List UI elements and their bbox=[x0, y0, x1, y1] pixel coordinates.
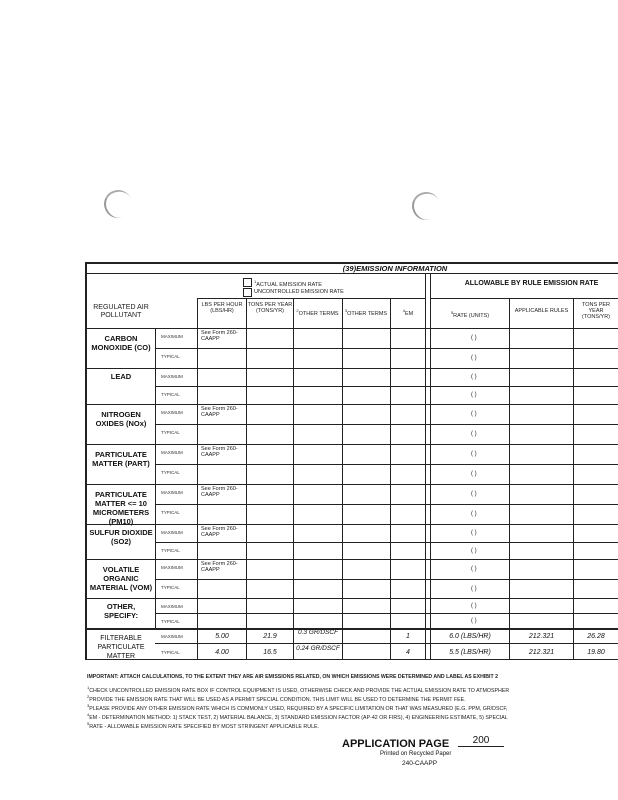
rate-units-parens: ( ) bbox=[471, 603, 477, 609]
footnote-1: $^1$CHECK UNCONTROLLED EMISSION RATE BOX IF CONTROL EQUIPMENT IS USED, OTHERWISE CHECK AND PROVIDE THE ACTUAL EMISSION RATE TO ATMOSPHER bbox=[87, 685, 510, 694]
pollutant-name: OTHER, SPECIFY: bbox=[103, 602, 139, 620]
header-other-terms-2: $^3$OTHER TERMS bbox=[344, 308, 388, 317]
section-title: (39)EMISSION INFORMATION bbox=[342, 264, 448, 273]
rate-units-parens: ( ) bbox=[471, 392, 477, 398]
typical-label: TYPICAL bbox=[161, 619, 180, 624]
pollutant-name: PARTICULATE MATTER <= 10 MICROMETERS (PM10) bbox=[92, 490, 150, 526]
maximum-label: MAXIMUM bbox=[161, 604, 183, 609]
rate-units-parens: ( ) bbox=[471, 566, 477, 572]
filled-max-rate: 6.0 (LBS/HR) bbox=[449, 633, 491, 640]
maximum-label: MAXIMUM bbox=[161, 565, 183, 570]
footnote-4: $^4$EM - DETERMINATION METHOD: 1) STACK TEST, 2) MATERIAL BALANCE, 3) STANDARD EMISSION FACTOR (AP-42 OR FIRS), 4) ENGINEERING ESTIMATE, 5) SPECIAL bbox=[87, 712, 508, 721]
maximum-label: MAXIMUM bbox=[161, 530, 183, 535]
filled-max-rules: 212.321 bbox=[528, 633, 555, 640]
see-form-note: See Form 260-CAAPP bbox=[201, 486, 238, 498]
maximum-label: MAXIMUM bbox=[161, 410, 183, 415]
header-other-terms-1: $^2$OTHER TERMS bbox=[296, 308, 339, 317]
filled-row-max-label: MAXIMUM bbox=[161, 634, 183, 639]
maximum-label: MAXIMUM bbox=[161, 334, 183, 339]
maximum-label: MAXIMUM bbox=[161, 490, 183, 495]
important-note: IMPORTANT: ATTACH CALCULATIONS, TO THE EXTENT THEY ARE AIR EMISSIONS RELATED, ON WHICH EMISSIONS WERE DETERMINED AND LABEL AS EXHIBIT 2 bbox=[87, 674, 498, 680]
typical-label: TYPICAL bbox=[161, 430, 180, 435]
header-tons-per-year: TONS PER YEAR (TONS/YR) bbox=[247, 302, 293, 314]
see-form-note: See Form 260-CAAPP bbox=[201, 561, 238, 573]
filled-typ-other: 0.24 GR/DSCF bbox=[296, 645, 340, 652]
filled-typ-lbs-hr: 4.00 bbox=[215, 649, 229, 656]
header-allowable-tons-per-year: TONS PER YEAR (TONS/YR) bbox=[581, 302, 610, 320]
typical-label: TYPICAL bbox=[161, 470, 180, 475]
see-form-note: See Form 260-CAAPP bbox=[201, 526, 238, 538]
filterable-pm-label: FILTERABLE PARTICULATE MATTER bbox=[97, 635, 145, 660]
rate-units-parens: ( ) bbox=[471, 491, 477, 497]
filled-max-em: 1 bbox=[406, 633, 410, 640]
header-pollutant: REGULATED AIR POLLUTANT bbox=[93, 304, 149, 319]
filled-max-tons: 26.28 bbox=[587, 633, 605, 640]
maximum-label: MAXIMUM bbox=[161, 374, 183, 379]
filled-row-typ-label: TYPICAL bbox=[161, 650, 180, 655]
rate-units-parens: ( ) bbox=[471, 411, 477, 417]
maximum-label: MAXIMUM bbox=[161, 450, 183, 455]
footnote-2: $^2$PROVIDE THE EMISSION RATE THAT WILL BE USED AS A PERMIT SPECIAL CONDITION. THIS LIMIT WILL BE USED TO DETERMINE THE PERMIT FEE. bbox=[87, 694, 466, 703]
header-rate-units: $^5$RATE (UNITS) bbox=[450, 310, 490, 319]
form-number: 240-CAAPP bbox=[402, 760, 438, 767]
filled-typ-em: 4 bbox=[406, 649, 410, 656]
rate-units-parens: ( ) bbox=[471, 374, 477, 380]
filled-typ-tons-yr: 16.5 bbox=[263, 649, 277, 656]
punch-hole-left bbox=[100, 186, 136, 222]
header-applicable-rules: APPLICABLE RULES bbox=[514, 308, 569, 314]
typical-label: TYPICAL bbox=[161, 548, 180, 553]
printed-on-recycled-paper: Printed on Recycled Paper bbox=[380, 751, 452, 757]
filled-max-tons-yr: 21.9 bbox=[263, 633, 277, 640]
see-form-note: See Form 260-CAAPP bbox=[201, 446, 238, 458]
rate-units-parens: ( ) bbox=[471, 431, 477, 437]
header-em: $^4$EM bbox=[402, 308, 414, 317]
allowable-title: ALLOWABLE BY RULE EMISSION RATE bbox=[464, 280, 599, 287]
rate-units-parens: ( ) bbox=[471, 511, 477, 517]
see-form-note: See Form 260-CAAPP bbox=[201, 406, 238, 418]
application-page-label: APPLICATION PAGE bbox=[342, 738, 450, 750]
rate-units-parens: ( ) bbox=[471, 530, 477, 536]
typical-label: TYPICAL bbox=[161, 585, 180, 590]
pollutant-name: NITROGEN OXIDES (NOx) bbox=[95, 410, 147, 428]
rate-units-parens: ( ) bbox=[471, 471, 477, 477]
emission-information-table bbox=[85, 262, 618, 660]
rate-units-parens: ( ) bbox=[471, 548, 477, 554]
footnote-3: $^3$PLEASE PROVIDE ANY OTHER EMISSION RATE WHICH IS COMMONLY USED, REQUIRED BY A SPECIFIC LIMITATION OR THAT WAS MEASURED (E.G. PPM, GR/DSCF, bbox=[87, 703, 508, 712]
pollutant-name: LEAD bbox=[110, 372, 132, 381]
typical-label: TYPICAL bbox=[161, 510, 180, 515]
rate-units-parens: ( ) bbox=[471, 451, 477, 457]
actual-emission-rate-label: $^1$ACTUAL EMISSION RATE bbox=[254, 279, 322, 288]
pollutant-name: VOLATILE ORGANIC MATERIAL (VOM) bbox=[89, 564, 153, 592]
rate-units-parens: ( ) bbox=[471, 586, 477, 592]
filled-typ-rate: 5.5 (LBS/HR) bbox=[449, 649, 491, 656]
uncontrolled-emission-rate-label: UNCONTROLLED EMISSION RATE bbox=[254, 289, 344, 295]
application-page-number: 200 bbox=[458, 735, 504, 747]
filled-typ-rules: 212.321 bbox=[528, 649, 555, 656]
punch-hole-right bbox=[408, 188, 444, 224]
footnote-5: $^5$RATE - ALLOWABLE EMISSION RATE SPECIFIED BY MOST STRINGENT APPLICABLE RULE. bbox=[87, 721, 320, 730]
rate-units-parens: ( ) bbox=[471, 618, 477, 624]
typical-label: TYPICAL bbox=[161, 354, 180, 359]
actual-emission-rate-checkbox[interactable] bbox=[243, 278, 252, 287]
rate-units-parens: ( ) bbox=[471, 355, 477, 361]
filled-typ-tons: 19.80 bbox=[587, 649, 605, 656]
see-form-note: See Form 260-CAAPP bbox=[201, 330, 238, 342]
typical-label: TYPICAL bbox=[161, 392, 180, 397]
pollutant-name: PARTICULATE MATTER (PART) bbox=[92, 450, 150, 468]
uncontrolled-emission-rate-checkbox[interactable] bbox=[243, 288, 252, 297]
pollutant-name: SULFUR DIOXIDE (SO2) bbox=[89, 528, 153, 546]
pollutant-name: CARBON MONOXIDE (CO) bbox=[91, 334, 151, 352]
header-lbs-per-hour: LBS PER HOUR (LBS/HR) bbox=[201, 302, 243, 314]
filled-max-other: 0.3 GR/DSCF bbox=[297, 629, 339, 636]
filled-max-lbs-hr: 5.00 bbox=[215, 633, 229, 640]
rate-units-parens: ( ) bbox=[471, 335, 477, 341]
